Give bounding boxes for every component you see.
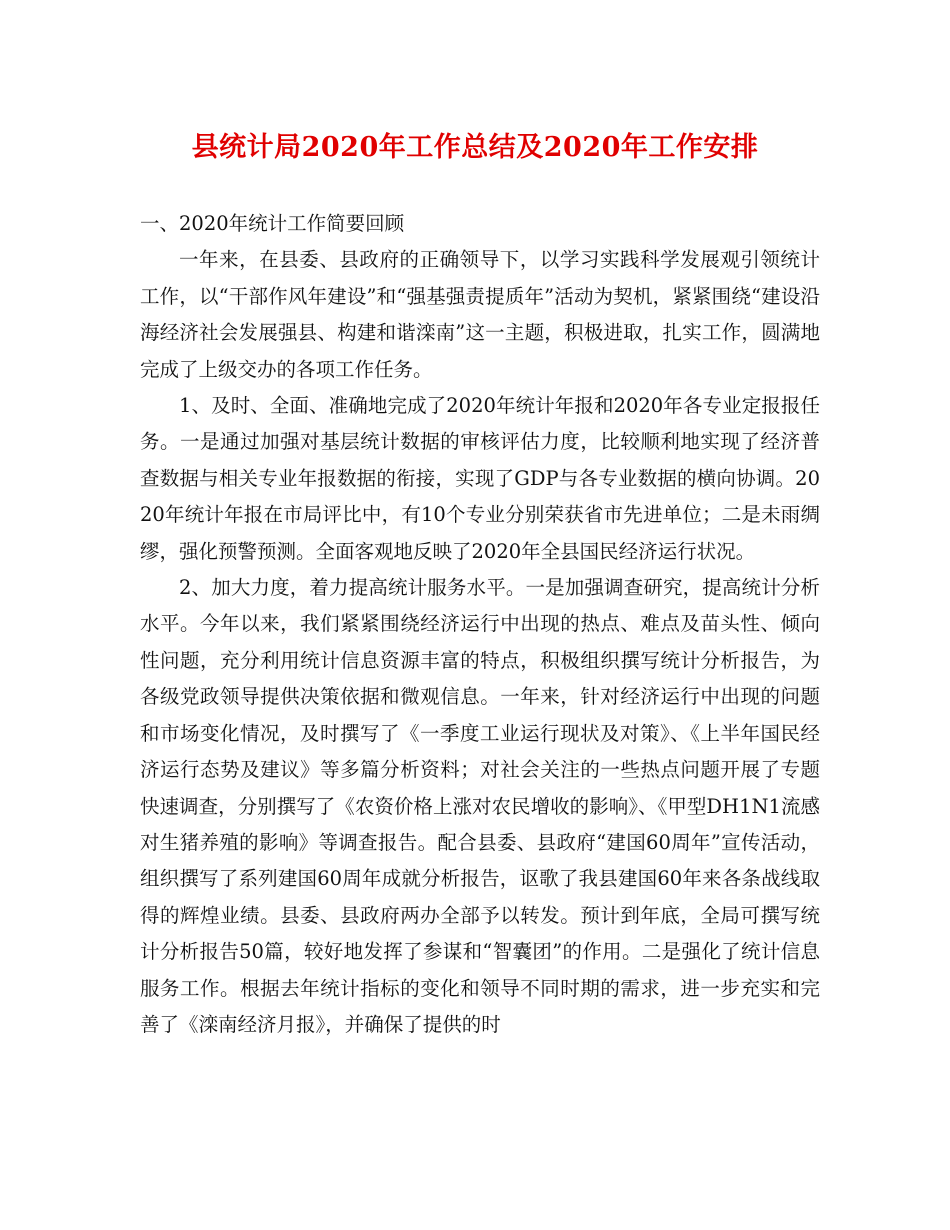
paragraph: 2、加大力度，着力提高统计服务水平。一是加强调查研究，提高统计分析水平。今年以来，我们紧紧围绕经济运行中出现的热点、难点及苗头性、倾向性问题，充分利用统计信息资源丰富的特点，积极组织撰写统计分析报告，为各级党政领导提供决策依据和微观信息。一年来，针对经济运行中出现的问题和市场变化情况，及时撰写了《一季度工业运行现状及对策》、《上半年国民经济运行态势及建议》等多篇分析资料；对社会关注的一些热点问题开展了专题快速调查，分别撰写了《农资价格上涨对农民增收的影响》、《甲型DH1N1流感对生猪养殖的影响》等调查报告。配合县委、县政府“建国60周年”宣传活动，组织撰写了系列建国60周年成就分析报告，讴歌了我县建国60年来各条战线取得的辉煌业绩。县委、县政府两办全部予以转发。预计到年底，全局可撰写统计分析报告50篇，较好地发挥了参谋和“智囊团”的作用。二是强化了统计信息服务工作。根据去年统计指标的变化和领导不同时期的需求，进一步充实和完善了《滦南经济月报》，并确保了提供的时: [140, 576, 820, 1036]
paragraph: 1、及时、全面、准确地完成了2020年统计年报和2020年各专业定报报任务。一是通过加强对基层统计数据的审核评估力度，比较顺利地实现了经济普查数据与相关专业年报数据的衔接，实现了GDP与各专业数据的横向协调。2020年统计年报在市局评比中，有10个专业分别荣获省市先进单位；二是未雨绸缪，强化预警预测。全面客观地反映了2020年全县国民经济运行状况。: [140, 394, 820, 563]
section-heading: 一、2020年统计工作简要回顾: [140, 212, 405, 235]
document-title: 县统计局2020年工作总结及2020年工作安排: [191, 132, 759, 163]
paragraph: 一年来，在县委、县政府的正确领导下，以学习实践科学发展观引领统计工作，以“干部作风年建设”和“强基强责提质年”活动为契机，紧紧围绕“建设沿海经济社会发展强县、构建和谐滦南”这一主题，积极进取，扎实工作，圆满地完成了上级交办的各项工作任务。: [140, 248, 820, 381]
document-body: [140, 206, 820, 1043]
